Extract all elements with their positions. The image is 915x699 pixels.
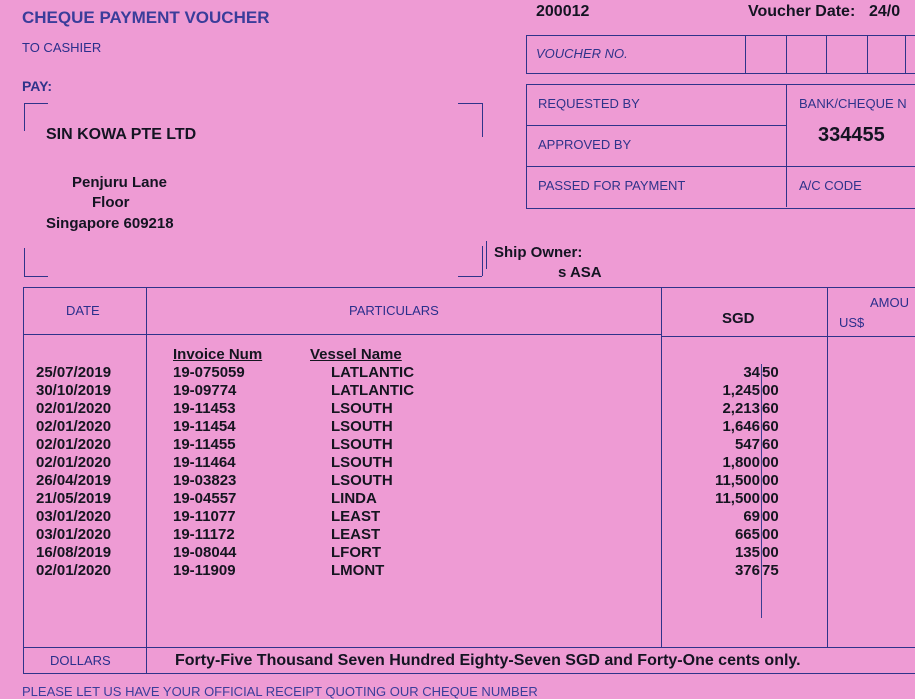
approval-row-line-1	[526, 125, 786, 126]
payee-address-line3: Singapore 609218	[46, 215, 174, 232]
row-sgd-dec: 60	[762, 418, 779, 435]
row-sgd-dec: 00	[762, 382, 779, 399]
row-invoice: 19-11455	[173, 436, 236, 453]
row-sgd-int: 135	[734, 544, 760, 561]
row-invoice: 19-08044	[173, 544, 237, 561]
to-cashier-label: TO CASHIER	[22, 40, 102, 55]
row-sgd-dec: 75	[762, 562, 779, 579]
bank-cheque-label: BANK/CHEQUE N	[799, 96, 907, 111]
table-bottom-border	[23, 673, 915, 674]
row-date: 02/01/2020	[36, 436, 112, 453]
bracket-top-left	[24, 103, 48, 104]
bracket-bottom-right	[458, 276, 482, 277]
row-invoice: 19-11077	[173, 508, 236, 525]
dollars-label: DOLLARS	[50, 653, 111, 668]
row-sgd-dec: 60	[762, 400, 779, 417]
approval-column-divider	[786, 84, 787, 207]
row-sgd-int: 1,800	[722, 454, 760, 471]
voucher-number: 200012	[536, 3, 590, 20]
row-sgd-int: 547	[734, 436, 760, 453]
cheque-number: 334455	[818, 124, 885, 146]
document-title: CHEQUE PAYMENT VOUCHER	[22, 8, 270, 27]
row-invoice: 19-11172	[173, 526, 235, 543]
voucher-no-divider-4	[867, 35, 868, 73]
requested-by-label: REQUESTED BY	[538, 96, 640, 111]
column-header-amount: AMOU	[870, 295, 909, 310]
row-invoice: 19-11909	[173, 562, 236, 579]
bracket-bottom-left	[24, 276, 48, 277]
column-header-particulars: PARTICULARS	[349, 303, 439, 318]
pay-label: PAY:	[22, 78, 53, 94]
row-sgd-int: 11,500	[714, 490, 760, 507]
row-date: 21/05/2019	[36, 490, 112, 507]
amount-in-words: Forty-Five Thousand Seven Hundred Eighty-Seven SGD and Forty-One cents only.	[175, 652, 801, 669]
sub-header-vessel: Vessel Name	[310, 346, 402, 363]
row-vessel: LSOUTH	[331, 454, 393, 471]
row-sgd-dec: 00	[762, 472, 779, 489]
row-date: 02/01/2020	[36, 400, 112, 417]
row-date: 03/01/2020	[36, 508, 112, 525]
row-date: 25/07/2019	[36, 364, 112, 381]
row-invoice: 19-11454	[173, 418, 236, 435]
row-sgd-int: 69	[743, 508, 760, 525]
row-vessel: LINDA	[331, 490, 377, 507]
bracket-top-right-v	[482, 103, 483, 137]
bracket-bottom-right-v	[482, 246, 483, 276]
column-header-sgd: SGD	[722, 310, 755, 327]
bracket-bottom-left-v	[24, 248, 25, 276]
row-sgd-int: 376	[734, 562, 760, 579]
row-sgd-int: 1,245	[722, 382, 760, 399]
sgd-column-divider	[827, 287, 828, 647]
column-header-usd: US$	[839, 315, 865, 330]
voucher-no-divider-2	[786, 35, 787, 73]
row-sgd-dec: 00	[762, 490, 779, 507]
voucher-no-label: VOUCHER NO.	[536, 46, 628, 61]
table-top-border	[23, 287, 915, 288]
row-sgd-int: 2,213	[722, 400, 760, 417]
row-date: 03/01/2020	[36, 526, 112, 543]
row-date: 16/08/2019	[36, 544, 112, 561]
bracket-top-right	[458, 103, 482, 104]
row-date: 02/01/2020	[36, 418, 112, 435]
voucher-no-divider-1	[745, 35, 746, 73]
payee-name: SIN KOWA PTE LTD	[46, 126, 197, 143]
row-vessel: LFORT	[331, 544, 381, 561]
voucher-no-divider-5	[905, 35, 906, 73]
voucher-no-divider-3	[826, 35, 827, 73]
passed-for-payment-label: PASSED FOR PAYMENT	[538, 178, 686, 193]
row-vessel: LSOUTH	[331, 436, 393, 453]
payee-address-line1: Penjuru Lane	[72, 174, 168, 191]
row-invoice: 19-04557	[173, 490, 237, 507]
row-sgd-dec: 00	[762, 544, 779, 561]
ship-owner-value: s ASA	[558, 264, 602, 281]
row-sgd-dec: 00	[762, 526, 779, 543]
row-sgd-int: 1,646	[722, 418, 760, 435]
row-vessel: LSOUTH	[331, 472, 393, 489]
row-vessel: LSOUTH	[331, 418, 393, 435]
row-sgd-int: 665	[734, 526, 760, 543]
row-vessel: LATLANTIC	[331, 364, 415, 381]
row-invoice: 19-11453	[173, 400, 236, 417]
dollars-row-top-line	[23, 647, 915, 648]
row-date: 26/04/2019	[36, 472, 112, 489]
ac-code-label: A/C CODE	[799, 178, 862, 193]
voucher-date-label: Voucher Date:	[748, 3, 856, 20]
sgd-decimal-separator	[761, 364, 762, 618]
table-header-line-left	[23, 334, 661, 335]
ship-owner-label: Ship Owner:	[494, 244, 583, 261]
sub-header-invoice: Invoice Num	[173, 346, 263, 363]
column-header-date: DATE	[66, 303, 100, 318]
ship-owner-tick	[486, 241, 487, 269]
row-invoice: 19-075059	[173, 364, 245, 381]
row-sgd-int: 11,500	[714, 472, 760, 489]
bracket-top-left-v	[24, 103, 25, 131]
row-sgd-dec: 50	[762, 364, 779, 381]
row-vessel: LSOUTH	[331, 400, 393, 417]
table-header-line-right	[661, 336, 915, 337]
row-date: 02/01/2020	[36, 562, 112, 579]
row-invoice: 19-09774	[173, 382, 237, 399]
approval-row-line-2	[526, 166, 915, 167]
row-date: 02/01/2020	[36, 454, 112, 471]
date-column-divider	[146, 287, 147, 673]
footer-note: PLEASE LET US HAVE YOUR OFFICIAL RECEIPT QUOTING OUR CHEQUE NUMBER	[22, 684, 538, 699]
row-vessel: LEAST	[331, 526, 381, 543]
row-vessel: LEAST	[331, 508, 381, 525]
row-invoice: 19-11464	[173, 454, 236, 471]
row-vessel: LMONT	[331, 562, 385, 579]
approved-by-label: APPROVED BY	[538, 137, 632, 152]
row-invoice: 19-03823	[173, 472, 237, 489]
voucher-date-value: 24/0	[869, 3, 901, 20]
table-left-border	[23, 287, 24, 673]
row-sgd-dec: 00	[762, 508, 779, 525]
row-sgd-dec: 60	[762, 436, 779, 453]
row-sgd-dec: 00	[762, 454, 779, 471]
row-sgd-int: 34	[743, 364, 760, 381]
row-vessel: LATLANTIC	[331, 382, 415, 399]
payee-address-line2: Floor	[92, 194, 130, 211]
particulars-column-divider	[661, 287, 662, 647]
row-date: 30/10/2019	[36, 382, 112, 399]
